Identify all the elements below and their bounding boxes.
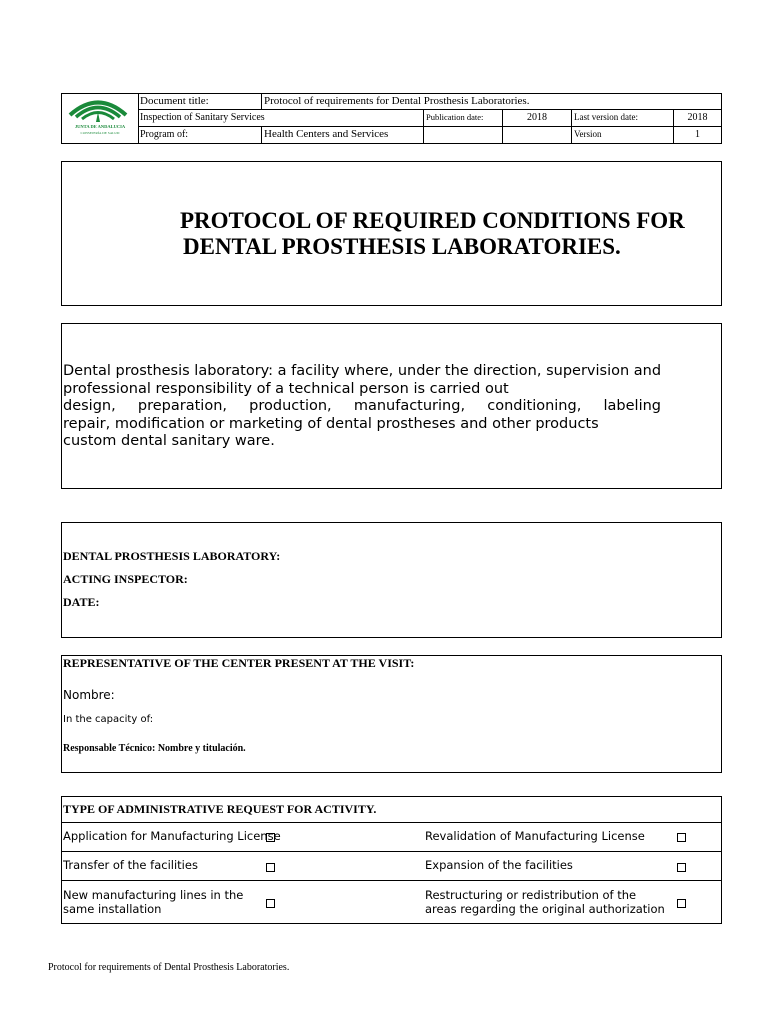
protocol-title-line2: DENTAL PROSTHESIS LABORATORIES.: [183, 234, 621, 259]
application-license-checkbox[interactable]: [266, 833, 275, 842]
new-lines-label: [63, 888, 243, 916]
last-version-date-label: Last version date:: [572, 110, 674, 127]
new-lines-checkbox[interactable]: [266, 899, 275, 908]
restructuring-label-line1: Restructuring or redistribution of the: [425, 888, 637, 902]
date-label: DATE:: [63, 595, 100, 609]
logo-text-line1: JUNTA DE ANDALUCIA: [74, 124, 126, 129]
revalidation-license-checkbox[interactable]: [677, 833, 686, 842]
page-footer: Protocol for requirements of Dental Prosthesis Laboratories.: [48, 962, 290, 973]
revalidation-license-label: Revalidation of Manufacturing License: [425, 829, 645, 843]
application-license-label: Application for Manufacturing License: [63, 829, 281, 843]
restructuring-label-line2: areas regarding the original authorization: [425, 902, 665, 916]
definition-line: repair, modification or marketing of dental prostheses and other products: [63, 415, 599, 432]
program-value: Health Centers and Services: [262, 127, 424, 143]
capacity-label: In the capacity of:: [63, 714, 154, 725]
logo-arch-icon: [62, 94, 138, 143]
technical-responsible-label: Responsable Técnico: Nombre y titulación.: [63, 743, 246, 754]
laboratory-info-box: [61, 522, 722, 638]
definition-box: [61, 323, 722, 489]
new-lines-label-line2: same installation: [63, 902, 162, 916]
definition-line: design, preparation, production, manufacturing, conditioning, labeling: [63, 398, 661, 414]
junta-andalucia-logo: [62, 94, 139, 143]
request-type-heading-row: [62, 797, 721, 823]
last-version-date-value: 2018: [674, 110, 721, 127]
publication-date-value: 2018: [503, 110, 572, 127]
protocol-title-line1: PROTOCOL OF REQUIRED CONDITIONS FOR: [180, 208, 685, 233]
expansion-facilities-label: Expansion of the facilities: [425, 858, 573, 872]
transfer-facilities-checkbox[interactable]: [266, 863, 275, 872]
representative-box: [61, 655, 722, 773]
request-row: [62, 852, 721, 881]
definition-text: [63, 363, 677, 451]
request-type-box: [61, 796, 722, 924]
request-row: [62, 881, 721, 923]
document-title-label: Document title:: [138, 94, 262, 110]
laboratory-label: DENTAL PROSTHESIS LABORATORY:: [63, 549, 281, 563]
transfer-facilities-label: Transfer of the facilities: [63, 858, 198, 872]
definition-line: Dental prosthesis laboratory: a facility where, under the direction, supervision and: [63, 363, 662, 379]
program-label: Program of:: [138, 127, 262, 143]
logo-text-line2: CONSEJERÍA DE SALUD: [80, 131, 120, 135]
request-type-heading: TYPE OF ADMINISTRATIVE REQUEST FOR ACTIVITY.: [63, 802, 377, 816]
empty-cell-2: [503, 127, 572, 143]
definition-line: custom dental sanitary ware.: [63, 433, 275, 449]
document-header-table: [61, 93, 722, 144]
restructuring-label: [425, 888, 665, 916]
name-label: Nombre:: [63, 688, 115, 702]
version-value: 1: [695, 129, 700, 140]
empty-cell-1: [424, 127, 503, 143]
restructuring-checkbox[interactable]: [677, 899, 686, 908]
protocol-title-box: [61, 161, 722, 306]
acting-inspector-label: ACTING INSPECTOR:: [63, 572, 188, 586]
publication-date-label: Publication date:: [424, 110, 503, 127]
document-title-value: Protocol of requirements for Dental Prosthesis Laboratories.: [262, 94, 721, 110]
version-label: Version: [572, 127, 674, 143]
representative-heading: REPRESENTATIVE OF THE CENTER PRESENT AT THE VISIT:: [63, 656, 415, 670]
inspection-label: Inspection of Sanitary Services: [138, 110, 424, 127]
expansion-facilities-checkbox[interactable]: [677, 863, 686, 872]
request-row: [62, 823, 721, 852]
new-lines-label-line1: New manufacturing lines in the: [63, 888, 244, 902]
definition-line: professional responsibility of a technical person is carried out: [63, 380, 509, 397]
